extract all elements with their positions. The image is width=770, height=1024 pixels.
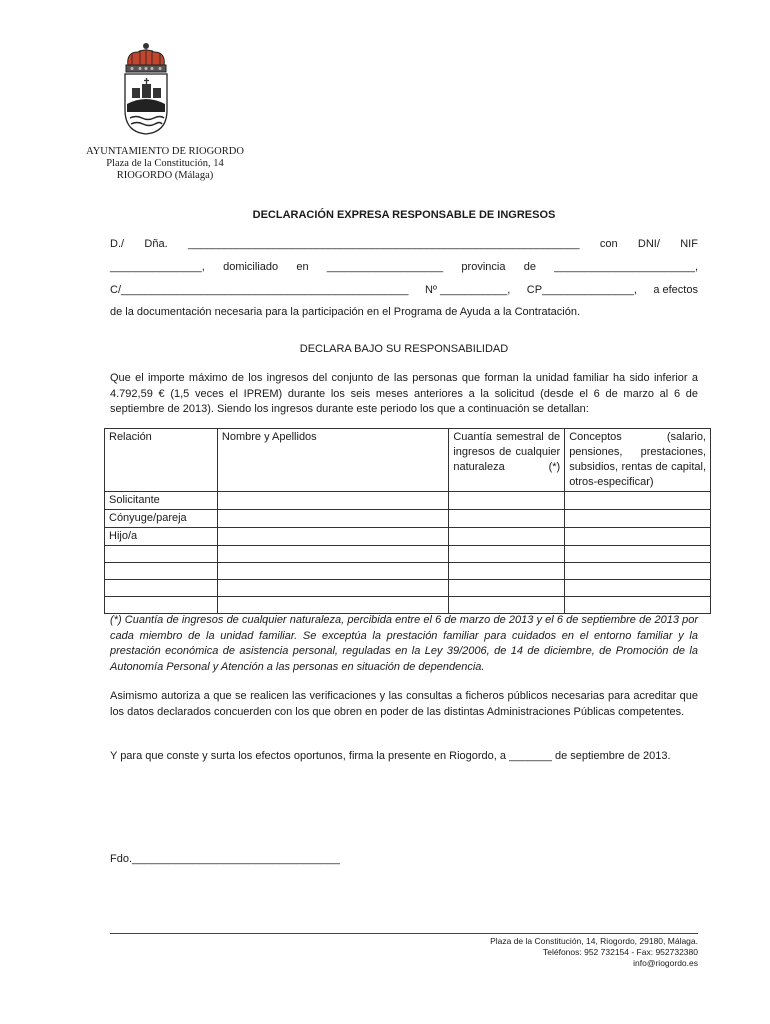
amount-cell[interactable] [449,528,565,546]
form-nif-label: NIF [680,238,698,250]
row-relation[interactable] [105,563,218,580]
name-cell[interactable] [217,492,448,510]
number-blank[interactable]: Nº ___________, [424,284,511,296]
intro-paragraph: Que el importe máximo de los ingresos del conjunto de las personas que forman la unidad familiar ha sido inferior a 4.792,59 € (1,5 veces el IPREM) durante los seis meses anteriores a la solicitud (desde el 6 de marzo al 6 de septiembre de 2013). Siendo los ingresos durante este periodo los que a continuación se detallan: [110,372,698,416]
concept-cell[interactable] [565,528,711,546]
form-line-street [110,284,698,296]
signature-line[interactable]: Fdo.__________________________________ [110,853,341,865]
income-table [104,428,711,614]
document-title: DECLARACIÓN EXPRESA RESPONSABLE DE INGRESOS [252,209,556,221]
table-row [105,580,711,597]
footer-address: Plaza de la Constitución, 14, Riogordo, 29180, Málaga. [490,936,698,946]
form-dni-label: DNI/ [637,238,660,250]
nif-blank[interactable]: _______________, [110,261,205,273]
footnote: (*) Cuantía de ingresos de cualquier naturaleza, percibida entre el 6 de marzo de 2013 y el 6 de septiembre de 2013 por cada miembro de la unidad familiar. Se exceptúa la prestación familiar para cuidados en el entorno familiar y la prestación económica de asistencia personal, reguladas en la Ley 39/2006, de 14 de diciembre, de Promoción de la Autonomía Personal y Atención a las personas en situación de dependencia. [110,614,698,673]
table-row [105,546,711,563]
footer-email: info@riogordo.es [633,958,698,968]
form-line-name [110,238,698,250]
concept-cell[interactable] [565,597,711,614]
name-cell[interactable] [217,597,448,614]
postal-code-blank[interactable]: CP_______________, [526,284,637,296]
row-relation[interactable] [105,580,218,597]
table-row [105,510,711,528]
table-header-row [105,429,711,492]
street-blank[interactable]: C/_______________________________________________ [110,284,409,296]
form-en-label: en [296,261,309,273]
table-row [105,597,711,614]
footer-divider [110,933,698,934]
header-address: Plaza de la Constitución, 14 [106,158,224,169]
form-efectos-label: a efectos [653,284,698,296]
header-conceptos: Conceptos (salario, pensiones, prestaciones, subsidios, rentas de capital, otros-especificar) [565,429,711,492]
header-cuantia: Cuantía semestral de ingresos de cualquier naturaleza (*) [449,429,565,492]
name-cell[interactable] [217,546,448,563]
concept-cell[interactable] [565,563,711,580]
name-cell[interactable] [217,528,448,546]
table-row [105,492,711,510]
form-de-label: de [523,261,536,273]
form-con-label: con [599,238,618,250]
header-org-name: AYUNTAMIENTO DE RIOGORDO [86,146,244,157]
amount-cell[interactable] [449,510,565,528]
authorization-paragraph: Asimismo autoriza a que se realicen las verificaciones y las consultas a ficheros públicos necesarias para acreditar que los datos declarados concuerden con los que obren en poder de las distintas Administraciones Públicas competentes. [110,690,698,718]
amount-cell[interactable] [449,563,565,580]
concept-cell[interactable] [565,546,711,563]
province-blank[interactable]: _______________________, [554,261,698,273]
name-cell[interactable] [217,510,448,528]
name-blank[interactable]: ________________________________________________________________ [187,238,580,250]
row-relation: Hijo/a [105,528,218,546]
town-blank[interactable]: ___________________ [326,261,444,273]
header-town: RIOGORDO (Málaga) [116,170,214,181]
header-relacion: Relación [105,429,218,492]
form-dona-label: Dña. [144,238,168,250]
row-relation: Cónyuge/pareja [105,510,218,528]
coat-of-arms-icon [118,40,174,136]
closing-paragraph: Y para que conste y surta los efectos oportunos, firma la presente en Riogordo, a _______ de septiembre de 2013. [110,750,671,762]
form-dona-prefix: D./ [110,238,125,250]
name-cell[interactable] [217,580,448,597]
name-cell[interactable] [217,563,448,580]
footer-phones: Teléfonos: 952 732154 - Fax: 952732380 [542,947,698,957]
form-line-address [110,261,698,273]
declaration-subtitle: DECLARA BAJO SU RESPONSABILIDAD [299,343,509,355]
form-domiciliado-label: domiciliado [223,261,279,273]
table-row [105,528,711,546]
concept-cell[interactable] [565,580,711,597]
header-nombre: Nombre y Apellidos [217,429,448,492]
concept-cell[interactable] [565,510,711,528]
form-purpose-text: de la documentación necesaria para la participación en el Programa de Ayuda a la Contratación. [110,306,581,318]
row-relation[interactable] [105,546,218,563]
amount-cell[interactable] [449,546,565,563]
amount-cell[interactable] [449,492,565,510]
form-provincia-label: provincia [461,261,506,273]
table-row [105,563,711,580]
row-relation[interactable] [105,597,218,614]
amount-cell[interactable] [449,597,565,614]
concept-cell[interactable] [565,492,711,510]
amount-cell[interactable] [449,580,565,597]
row-relation: Solicitante [105,492,218,510]
